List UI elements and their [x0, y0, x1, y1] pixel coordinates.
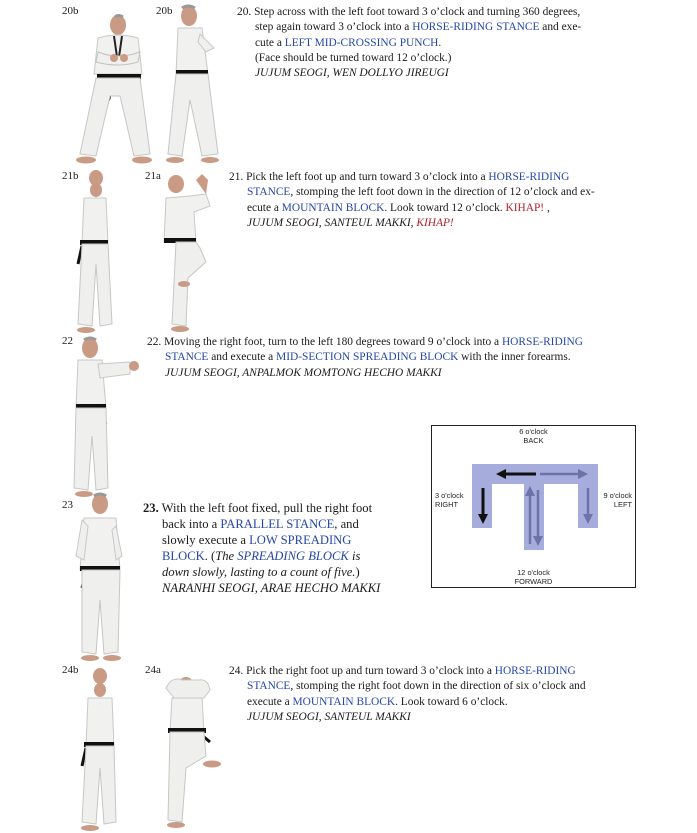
- term-horse-riding: HORSE-RIDING: [494, 665, 576, 677]
- diagram-top-label: 6 o'clock BACK: [519, 427, 548, 445]
- photo-24b: [76, 664, 120, 832]
- diagram-bottom-label: 12 o'clock FORWARD: [514, 568, 553, 586]
- figure-label-20b: 20b: [62, 5, 79, 17]
- figure-label-22: 22: [62, 335, 73, 347]
- photo-21b: [72, 168, 114, 334]
- term-stance: STANCE: [247, 186, 291, 199]
- korean-term-24: JUJUM SEOGI, SANTEUL MAKKI: [247, 710, 411, 723]
- photo-24a: [152, 672, 222, 830]
- figure-label-24b: 24b: [62, 664, 79, 676]
- term-horse-riding: HORSE-RIDING: [501, 336, 583, 348]
- step-23-text: 23. With the left foot fixed, pull the right foot back into a PARALLEL STANCE, and slowly execute a LOW SPREADING BLOCK. (The SPREADING BLOCK is down slowly, lasting to a count of five.) NARANHI SEOGI, ARAE HECHO MAKKI: [143, 501, 381, 595]
- figure-label-23: 23: [62, 499, 73, 511]
- term-stance: STANCE: [247, 680, 291, 693]
- term-parallel-stance: PARALLEL STANCE: [220, 517, 335, 531]
- step-23-number: 23.: [143, 501, 159, 515]
- step-21-text: 21. Pick the left foot up and turn toward 3 o’clock into a HORSE-RIDING STANCE, stomping the left foot down in the direction of 12 o’clock and ex- ecute a MOUNTAIN BLOCK. Look toward 12 o’clock. KIHAP! , JUJUM SEOGI, SANTEUL MAKKI, KIHAP!: [229, 171, 595, 229]
- photo-22: [72, 336, 144, 498]
- figure-label-20b-side: 20b: [156, 5, 173, 17]
- term-stance: STANCE: [165, 351, 209, 364]
- korean-term-22: JUJUM SEOGI, ANPALMOK MOMTONG HECHO MAKKI: [165, 366, 442, 379]
- step-24-text: 24. Pick the right foot up and turn toward 3 o’clock into a HORSE-RIDING STANCE, stomping the right foot down in the direction of six o’clock and execute a MOUNTAIN BLOCK. Look toward 6 o’clock. JUJUM SEOGI, SANTEUL MAKKI: [229, 664, 586, 725]
- photo-23: [72, 490, 130, 662]
- step-20-text: 20. Step across with the left foot toward 3 o’clock and turning 360 degrees, step again toward 3 o’clock into a HORSE-RIDING STANCE and exe- cute a LEFT MID-CROSSING PUNCH. (Face should be turned toward 12 o’clock.) JUJUM SEOGI, WEN DOLLYO JIREUGI: [237, 5, 581, 81]
- term-block: BLOCK: [162, 549, 205, 563]
- term-mountain-block: MOUNTAIN BLOCK: [281, 201, 385, 214]
- korean-term-20: JUJUM SEOGI, WEN DOLLYO JIREUGI: [255, 67, 449, 80]
- diagram-path-graphic: [432, 426, 635, 587]
- term-spreading-block: SPREADING BLOCK: [237, 549, 349, 563]
- direction-diagram: [431, 425, 636, 588]
- term-kihap-korean: KIHAP!: [416, 216, 454, 229]
- term-kihap: KIHAP!: [505, 201, 545, 214]
- term-horse-riding-stance: HORSE-RIDING STANCE: [412, 21, 540, 34]
- photo-21a: [156, 172, 220, 334]
- photo-20b-front: [70, 14, 155, 166]
- figure-label-21a: 21a: [145, 170, 161, 182]
- term-left-mid-crossing-punch: LEFT MID-CROSSING PUNCH: [284, 36, 439, 49]
- diagram-right-label: 9 o'clock LEFT: [603, 491, 632, 509]
- term-horse-riding: HORSE-RIDING: [488, 171, 570, 183]
- term-mountain-block: MOUNTAIN BLOCK: [292, 695, 396, 708]
- figure-label-21b: 21b: [62, 170, 79, 182]
- figure-label-24a: 24a: [145, 664, 161, 676]
- korean-term-21: JUJUM SEOGI, SANTEUL MAKKI,: [247, 216, 417, 229]
- diagram-left-label: 3 o'clock RIGHT: [435, 491, 464, 509]
- photo-20b-side: [160, 4, 230, 164]
- step-22-text: 22. Moving the right foot, turn to the left 180 degrees toward 9 o’clock into a HORSE-RIDING STANCE and execute a MID-SECTION SPREADING BLOCK with the inner forearms. JUJUM SEOGI, ANPALMOK MOMTONG HECHO MAKKI: [147, 335, 583, 381]
- term-mid-section-spreading-block: MID-SECTION SPREADING BLOCK: [276, 351, 459, 364]
- korean-term-23: NARANHI SEOGI, ARAE HECHO MAKKI: [162, 581, 381, 595]
- term-low-spreading: LOW SPREADING: [249, 533, 352, 547]
